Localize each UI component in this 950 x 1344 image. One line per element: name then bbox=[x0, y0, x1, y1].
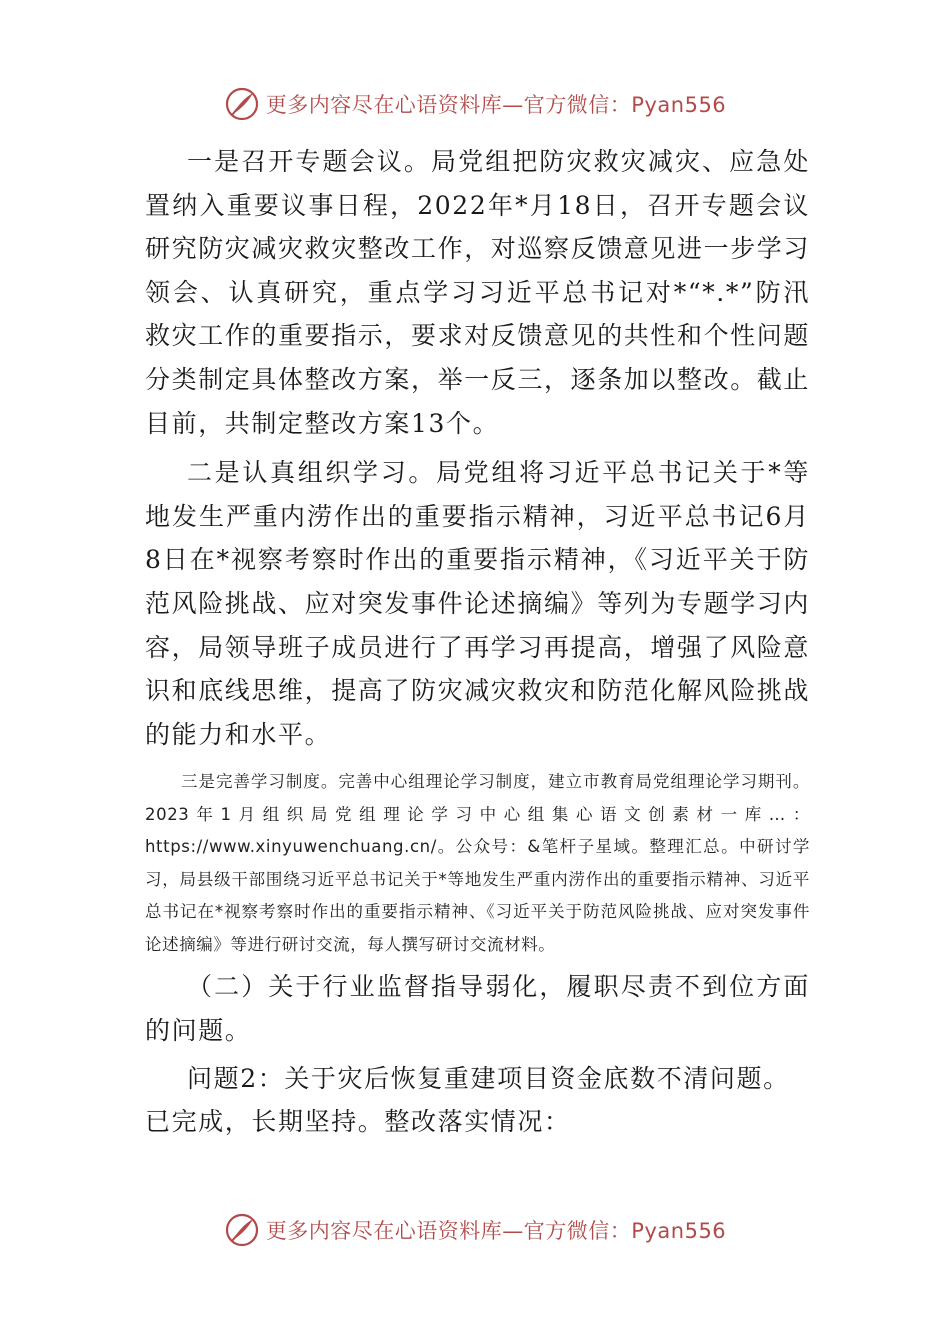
footer-banner bbox=[0, 1208, 950, 1252]
quill-logo-icon bbox=[224, 1212, 260, 1248]
status-line: 已完成，长期坚持。整改落实情况： bbox=[145, 1107, 571, 1137]
header-banner-text: 更多内容尽在心语资料库—官方微信：Pyan556 bbox=[265, 93, 727, 117]
header-banner-inner bbox=[224, 86, 726, 122]
footer-banner-text: 更多内容尽在心语资料库—官方微信：Pyan556 bbox=[265, 1219, 727, 1243]
paragraph-3: 三是完善学习制度。完善中心组理论学习制度，建立市教育局党组理论学习期刊。2023年1月组织局党组理论学习中心组集心语文创素材一库…：https://www.xinyuwenchuang.cn/。公众号：&笔杆子星域。整理汇总。中研讨学习，局县级干部围绕习近平总书记关于*等地发生严重内涝作出的重要指示精神、习近平总书记在*视察考察时作出的重要指示精神、《习近平关于防范风险挑战、应对突发事件论述摘编》等进行研讨交流，每人撰写研讨交流材料。 bbox=[145, 772, 810, 954]
document-body bbox=[145, 140, 810, 1144]
footer-banner-inner bbox=[224, 1212, 726, 1248]
paragraph-2: 二是认真组织学习。局党组将习近平总书记关于*等地发生严重内涝作出的重要指示精神，习近平总书记6月8日在*视察考察时作出的重要指示精神，《习近平关于防范风险挑战、应对突发事件论述摘编》等列为专题学习内容，局领导班子成员进行了再学习再提高，增强了风险意识和底线思维，提高了防灾减灾救灾和防范化解风险挑战的能力和水平。 bbox=[145, 458, 811, 749]
section-heading: （二）关于行业监督指导弱化，履职尽责不到位方面的问题。 bbox=[145, 972, 810, 1045]
header-banner bbox=[0, 82, 950, 126]
quill-logo-icon bbox=[224, 86, 260, 122]
problem-2: 问题2：关于灾后恢复重建项目资金底数不清问题。 bbox=[187, 1063, 790, 1093]
paragraph-1: 一是召开专题会议。局党组把防灾救灾减灾、应急处置纳入重要议事日程，2022年*月18日，召开专题会议研究防灾减灾救灾整改工作，对巡察反馈意见进一步学习领会、认真研究，重点学习习近平总书记对*“*.*”防汛救灾工作的重要指示，要求对反馈意见的共性和个性问题分类制定具体整改方案，举一反三，逐条加以整改。截止目前，共制定整改方案13个。 bbox=[145, 147, 811, 438]
